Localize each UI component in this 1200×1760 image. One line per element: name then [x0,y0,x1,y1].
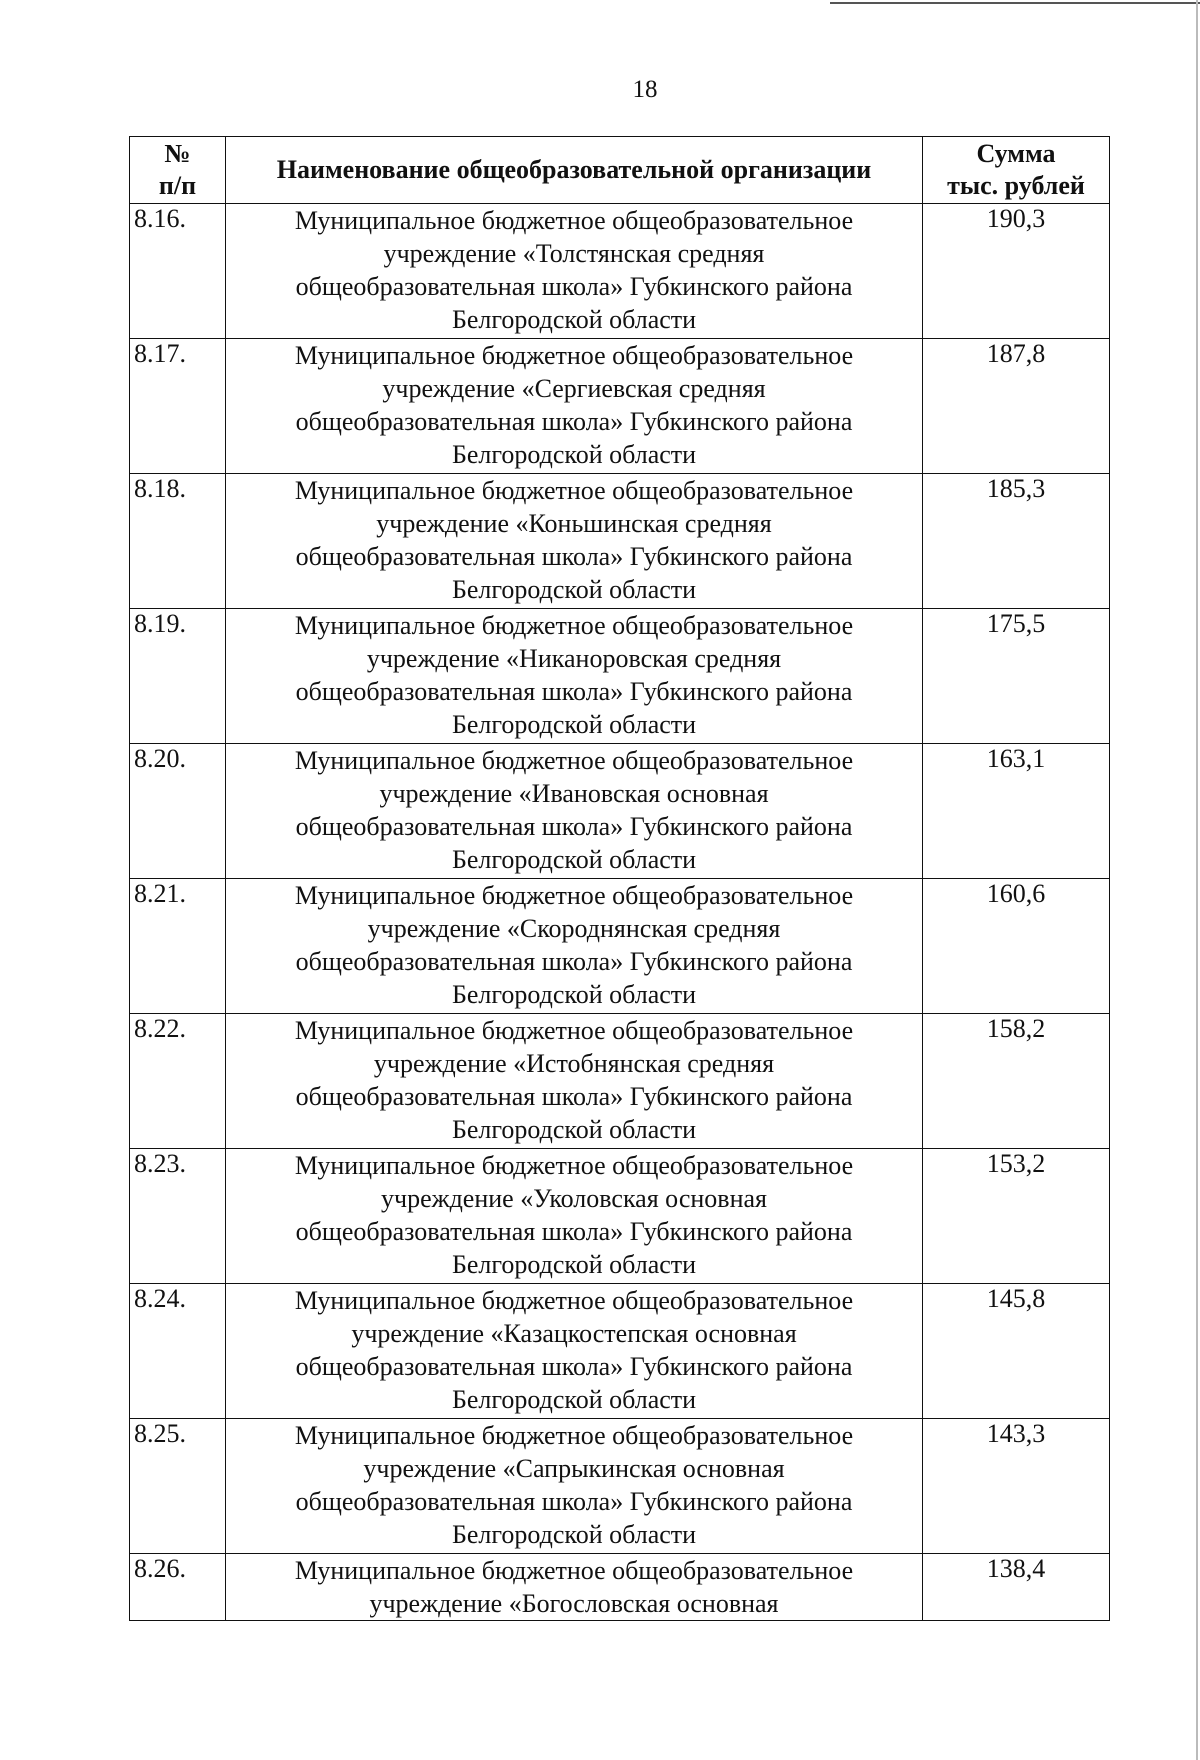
header-sum [923,137,1110,204]
organization-name-line: общеобразовательная школа» Губкинского района [295,1217,853,1246]
organization-name [226,339,923,474]
organization-name-line: учреждение «Толстянская средняя [383,239,765,268]
organization-name-line: Белгородской области [451,1520,697,1549]
table-row [130,474,1110,609]
organization-name [226,474,923,609]
organization-name-line: учреждение «Скороднянская средняя [367,914,781,943]
organization-name-line: Белгородской области [451,1385,697,1414]
table-row [130,339,1110,474]
organization-name-line: Муниципальное бюджетное общеобразовательное [294,341,854,370]
scan-edge-top [830,2,1200,4]
row-sum: 153,2 [923,1149,1110,1284]
allocation-table [129,136,1110,1621]
organization-name-line: общеобразовательная школа» Губкинского района [295,1082,853,1111]
header-sum-line: тыс. рублей [947,171,1085,200]
row-number: 8.20. [130,744,226,879]
organization-name-line: общеобразовательная школа» Губкинского района [295,947,853,976]
organization-name-line: учреждение «Никаноровская средняя [366,644,782,673]
organization-name [226,204,923,339]
organization-name [226,1284,923,1419]
row-sum: 145,8 [923,1284,1110,1419]
organization-name [226,879,923,1014]
row-number: 8.23. [130,1149,226,1284]
organization-name-line: Муниципальное бюджетное общеобразовательное [294,1151,854,1180]
organization-name [226,1554,923,1621]
row-number: 8.19. [130,609,226,744]
organization-name-line: Муниципальное бюджетное общеобразовательное [294,611,854,640]
organization-name-line: учреждение «Сапрыкинская основная [363,1454,785,1483]
organization-name-line: Белгородской области [451,980,697,1009]
table-row [130,744,1110,879]
organization-name-line: Белгородской области [451,440,697,469]
header-number-line: п/п [158,171,197,200]
organization-name [226,609,923,744]
table-row [130,204,1110,339]
organization-name-line: общеобразовательная школа» Губкинского района [295,1352,853,1381]
row-sum: 190,3 [923,204,1110,339]
table-body [130,204,1110,1621]
organization-name-line: учреждение «Сергиевская средняя [382,374,766,403]
table-row [130,1284,1110,1419]
organization-name-line: Муниципальное бюджетное общеобразовательное [294,881,854,910]
organization-name-line: учреждение «Богословская основная [369,1589,779,1618]
row-number: 8.21. [130,879,226,1014]
row-sum: 143,3 [923,1419,1110,1554]
organization-name-line: Белгородской области [451,305,697,334]
organization-name-line: Белгородской области [451,710,697,739]
organization-name-line: общеобразовательная школа» Губкинского района [295,677,853,706]
organization-name-line: Белгородской области [451,845,697,874]
header-number-line: № [164,139,191,168]
row-number: 8.26. [130,1554,226,1621]
organization-name-line: Муниципальное бюджетное общеобразовательное [294,1421,854,1450]
row-number: 8.18. [130,474,226,609]
row-number: 8.24. [130,1284,226,1419]
organization-name [226,1419,923,1554]
scan-edge-right [1196,0,1198,1760]
row-sum: 175,5 [923,609,1110,744]
organization-name-line: Белгородской области [451,1115,697,1144]
organization-name [226,744,923,879]
organization-name-line: Муниципальное бюджетное общеобразовательное [294,206,854,235]
organization-name-line: общеобразовательная школа» Губкинского района [295,542,853,571]
row-sum: 138,4 [923,1554,1110,1621]
organization-name-line: общеобразовательная школа» Губкинского района [295,1487,853,1516]
organization-name-line: Белгородской области [451,1250,697,1279]
organization-name-line: учреждение «Ивановская основная [379,779,769,808]
organization-name [226,1149,923,1284]
header-number [130,137,226,204]
table-row [130,1014,1110,1149]
row-number: 8.25. [130,1419,226,1554]
header-sum-line: Сумма [976,139,1056,168]
organization-name-line: учреждение «Казацкостепская основная [351,1319,797,1348]
organization-name-line: Белгородской области [451,575,697,604]
organization-name-line: Муниципальное бюджетное общеобразовательное [294,476,854,505]
organization-name-line: учреждение «Уколовская основная [381,1184,767,1213]
row-sum: 158,2 [923,1014,1110,1149]
organization-name-line: общеобразовательная школа» Губкинского района [295,272,853,301]
organization-name-line: Муниципальное бюджетное общеобразовательное [294,1556,854,1585]
row-number: 8.16. [130,204,226,339]
organization-name-line: Муниципальное бюджетное общеобразовательное [294,1286,854,1315]
row-sum: 163,1 [923,744,1110,879]
organization-name-line: учреждение «Истобнянская средняя [373,1049,775,1078]
organization-name-line: Муниципальное бюджетное общеобразовательное [294,746,854,775]
table-row [130,609,1110,744]
organization-name-line: общеобразовательная школа» Губкинского района [295,812,853,841]
row-sum: 185,3 [923,474,1110,609]
organization-name-line: учреждение «Коньшинская средняя [376,509,772,538]
row-sum: 160,6 [923,879,1110,1014]
row-sum: 187,8 [923,339,1110,474]
table-row [130,1149,1110,1284]
header-organization: Наименование общеобразовательной организации [226,137,923,204]
row-number: 8.17. [130,339,226,474]
organization-name [226,1014,923,1149]
page-number: 18 [632,76,658,103]
table-header-row [130,137,1110,204]
organization-name-line: общеобразовательная школа» Губкинского района [295,407,853,436]
row-number: 8.22. [130,1014,226,1149]
organization-name-line: Муниципальное бюджетное общеобразовательное [294,1016,854,1045]
table-row [130,1419,1110,1554]
table-row [130,879,1110,1014]
table-row [130,1554,1110,1621]
